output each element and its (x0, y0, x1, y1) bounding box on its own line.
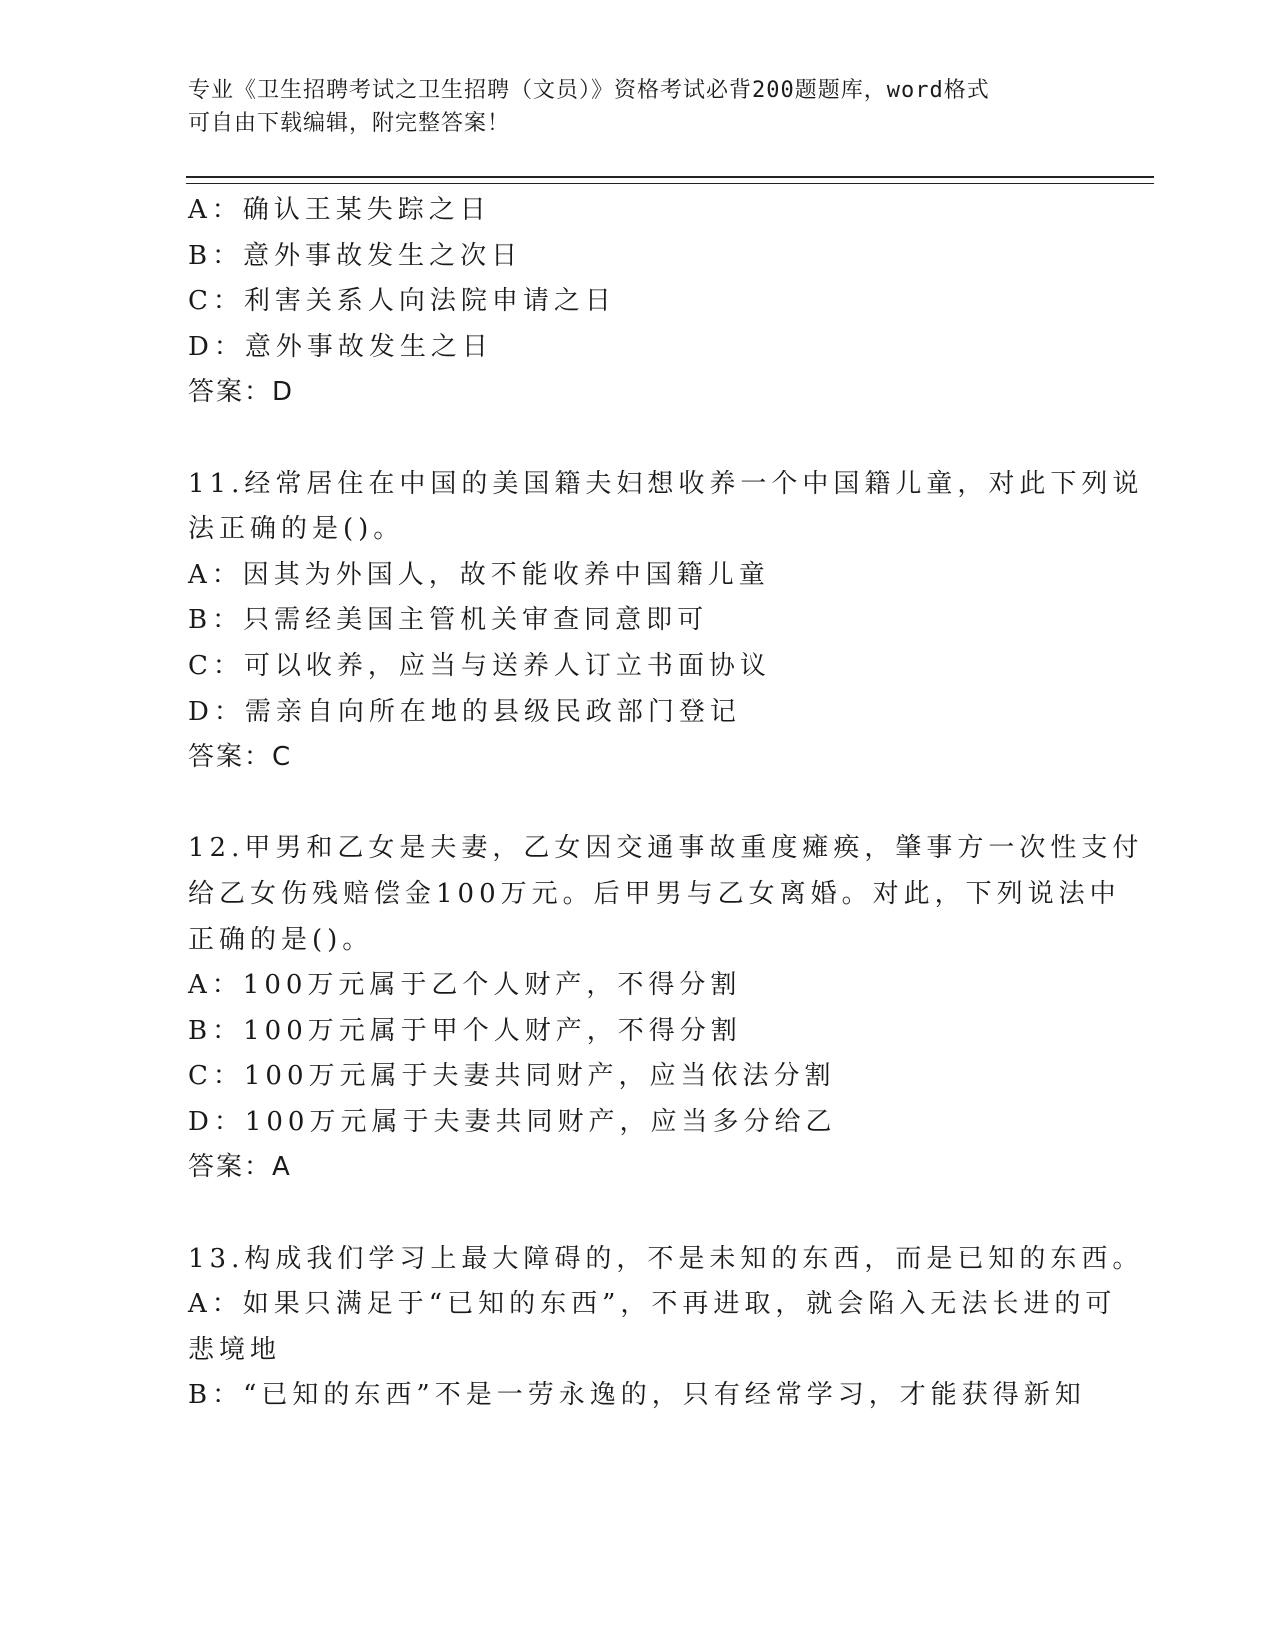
question-13 (188, 1237, 1144, 1419)
option-a: A：100万元属于乙个人财产，不得分割 (188, 970, 742, 1001)
option-b: B：只需经美国主管机关审查同意即可 (188, 605, 709, 636)
question-stem: 给乙女伤残赔偿金100万元。后甲男与乙女离婚。对此，下列说法中 (188, 878, 1121, 909)
option-d: D：意外事故发生之日 (188, 331, 493, 362)
header-line-1: 专业《卫生招聘考试之卫生招聘（文员）》资格考试必背200题题库，word格式 (188, 78, 990, 103)
question-stem: 法正确的是()。 (188, 514, 405, 545)
question-stem: 11.经常居住在中国的美国籍夫妇想收养一个中国籍儿童，对此下列说 (188, 468, 1144, 499)
option-d: D：需亲自向所在地的县级民政部门登记 (188, 696, 741, 727)
question-12 (188, 826, 1144, 1191)
question-list (188, 188, 1144, 1419)
option-d: D：100万元属于夫妻共同财产，应当多分给乙 (188, 1106, 837, 1137)
header-divider (186, 176, 1154, 184)
option-a: A：如果只满足于“已知的东西”，不再进取，就会陷入无法长进的可 (188, 1289, 1117, 1320)
answer: 答案：C (188, 742, 293, 773)
question-stem: 13.构成我们学习上最大障碍的，不是未知的东西，而是已知的东西。 (188, 1243, 1144, 1274)
document-header (188, 74, 1068, 140)
option-b: B：100万元属于甲个人财产，不得分割 (188, 1015, 742, 1046)
option-c: C：可以收养，应当与送养人订立书面协议 (188, 650, 771, 681)
question-stem: 12.甲男和乙女是夫妻，乙女因交通事故重度瘫痪，肇事方一次性支付 (188, 833, 1144, 864)
spacer (188, 1191, 1088, 1237)
option-a: A：确认王某失踪之日 (188, 195, 491, 225)
spacer (188, 781, 1088, 827)
option-a: A：因其为外国人，故不能收养中国籍儿童 (188, 559, 770, 590)
option-b: B：“已知的东西”不是一劳永逸的，只有经常学习，才能获得新知 (188, 1380, 1086, 1411)
header-line-2: 可自由下载编辑，附完整答案！ (188, 111, 511, 136)
option-c: C：利害关系人向法院申请之日 (188, 286, 616, 317)
answer: 答案：D (188, 377, 295, 408)
question-11 (188, 462, 1144, 781)
option-b: B：意外事故发生之次日 (188, 240, 523, 271)
spacer (188, 416, 1088, 462)
option-a-continued: 悲境地 (188, 1334, 282, 1365)
answer: 答案：A (188, 1152, 292, 1183)
question-stem: 正确的是()。 (188, 924, 374, 955)
option-c: C：100万元属于夫妻共同财产，应当依法分割 (188, 1061, 836, 1092)
question-10-options (188, 188, 1088, 416)
